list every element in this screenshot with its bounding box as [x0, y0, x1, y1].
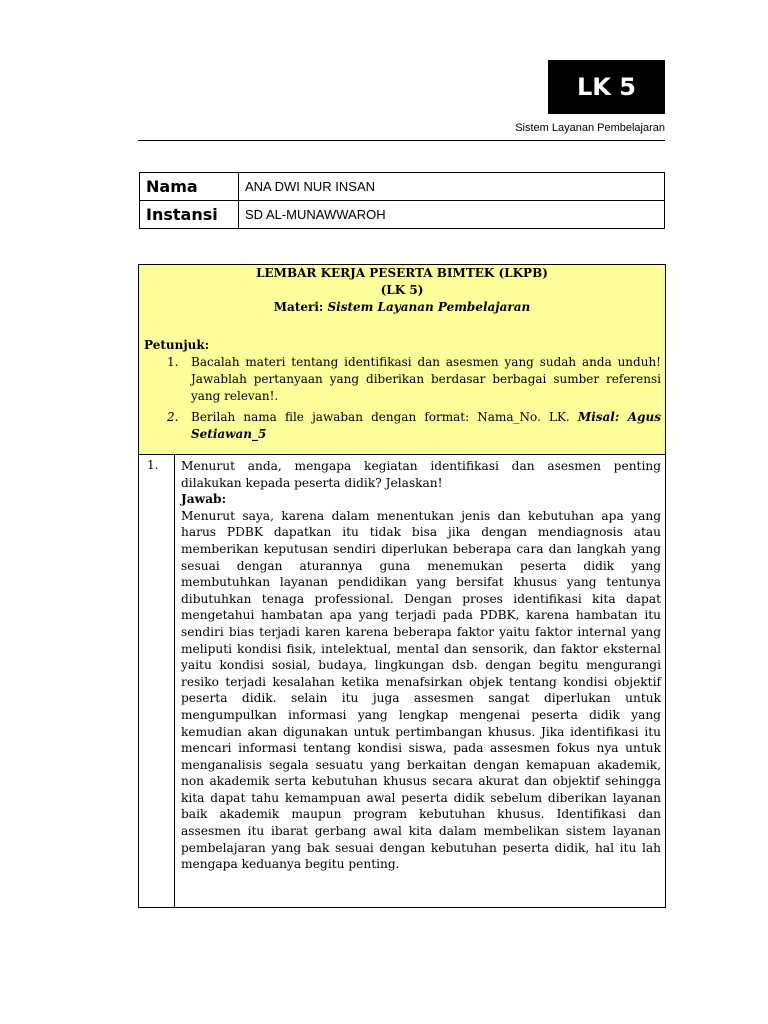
column-separator	[174, 454, 175, 907]
document-subtitle: Sistem Layanan Pembelajaran	[515, 122, 665, 134]
materi-line	[139, 299, 665, 316]
petunjuk-label: Petunjuk:	[144, 338, 210, 352]
instansi-row	[140, 201, 665, 229]
materi-label: Materi:	[273, 300, 324, 314]
instansi-label: Instansi	[140, 201, 239, 229]
nama-value: ANA DWI NUR INSAN	[239, 173, 665, 201]
lk-badge: LK 5	[548, 60, 665, 114]
instruction-number: 2.	[167, 410, 179, 424]
identity-table	[139, 172, 665, 229]
instruction-number: 1.	[167, 355, 179, 369]
header-rule	[138, 140, 665, 141]
worksheet-table	[138, 264, 666, 908]
instruction-item	[167, 354, 661, 405]
answer-label: Jawab:	[181, 492, 227, 507]
instruction-text: Bacalah materi tentang identifikasi dan asesmen yang sudah anda unduh! Jawablah pertanyaan yang diberikan berdasar berbagai sumber referensi yang relevan!.	[191, 355, 661, 403]
answer-text: Menurut saya, karena dalam menentukan jenis dan kebutuhan apa yang harus PDBK dapatkan itu tidak bisa jika dengan mendiagnosis atau memberikan keputusan sendiri diperlukan beberapa cara dan langkah yang sesuai dengan aturannya guna menemukan peserta didik yang membutuhkan layanan pendidikan yang bersifat khusus yang tentunya dibutuhkan tenaga professional. Dengan proses identifikasi kita dapat mengetahui hambatan apa yang terjadi pada PDBK, karena hambatan itu sendiri bias terjadi karen karena beberapa faktor yaitu faktor internal yang meliputi kondisi fisik, intelektual, mental dan sensorik, dan faktor eksternal yaitu kondisi sosial, budaya, lingkungan dsb. dengan begitu mengurangi resiko terjadi kesalahan ketika menafsirkan objek tentang kondisi objektif peserta didik. selain itu juga assesmen sangat diperlukan untuk mengumpulkan informasi yang lengkap mengenai peserta didik yang kemudian akan digunakan untuk pertimbangan khusus. Jika identifikasi itu mencari informasi tentang kondisi siswa, pada assesmen fokus nya untuk menganalisis segala sesuatu yang berkaitan dengan kemapuan akademik, non akademik serta kebutuhan khusus secara akurat dan objektif sehingga kita dapat tahu kemampuan awal peserta didik sebelum diberikan layanan baik akademik maupun program kebutuhan khusus. Identifikasi dan assesmen itu ibarat gerbang awal kita dalam membelikan sistem layanan pembelajaran yang bak sesuai dengan kebutuhan peserta didik, hal itu lah mengapa keduanya begitu penting.	[181, 508, 661, 872]
worksheet-title: LEMBAR KERJA PESERTA BIMTEK (LKPB)	[256, 266, 548, 280]
instruction-text-main: Berilah nama file jawaban dengan format: Nama_No. LK.	[191, 410, 570, 424]
question-number: 1.	[147, 458, 159, 472]
nama-label: Nama	[140, 173, 239, 201]
instruction-text	[191, 409, 661, 443]
instruction-example: Misal: Agus Setiawan_5	[191, 410, 661, 441]
worksheet-header	[139, 265, 665, 455]
question-text: Menurut anda, mengapa kegiatan identifikasi dan asesmen penting dilakukan kepada peserta didik? Jelaskan!	[181, 459, 661, 490]
instruction-item	[167, 409, 661, 443]
nama-row	[140, 173, 665, 201]
question-cell	[181, 458, 661, 873]
worksheet-lk-number: (LK 5)	[380, 283, 424, 297]
instansi-value: SD AL-MUNAWWAROH	[239, 201, 665, 229]
materi-value: Sistem Layanan Pembelajaran	[327, 300, 531, 314]
